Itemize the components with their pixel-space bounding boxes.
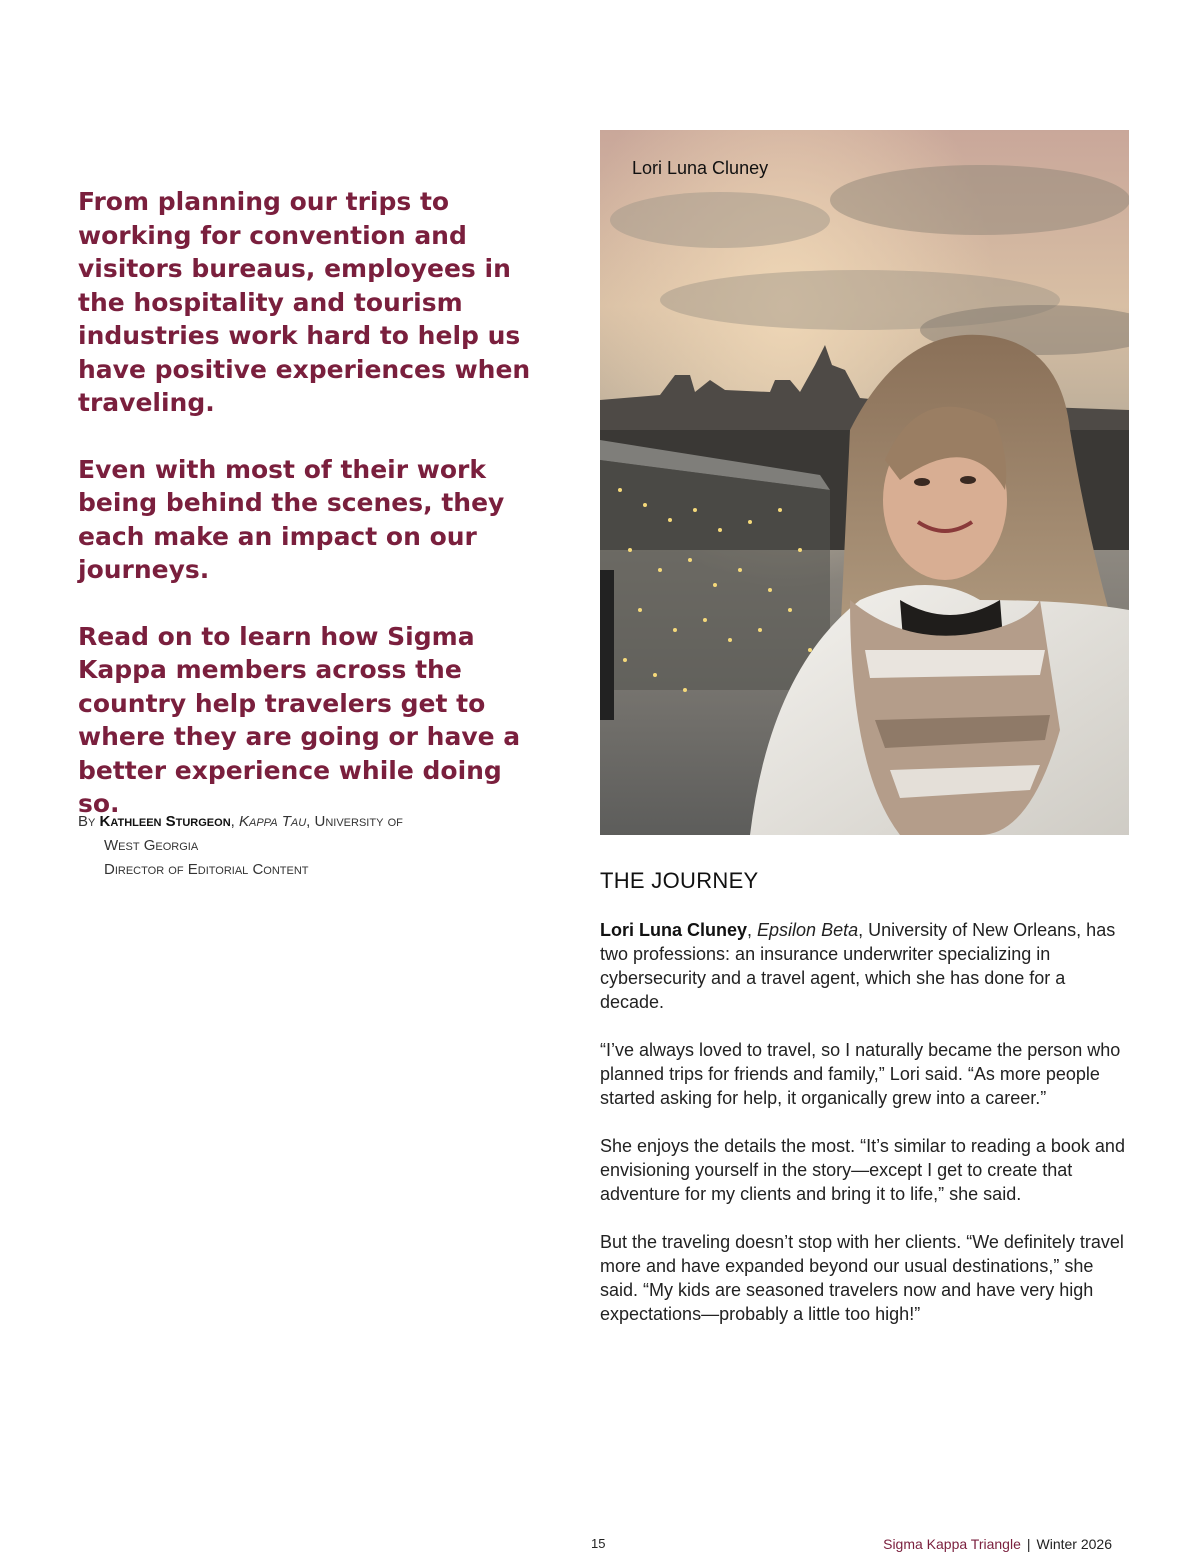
paragraph-text: , University of New Orleans, has two professions: an insurance underwriter specializing in cybersecurity and a travel agent, which she has done for a decade. xyxy=(600,920,1116,1012)
byline: By Kathleen Sturgeon, Kappa Tau, University of West Georgia Director of Editorial Content xyxy=(78,810,498,882)
photo-caption: Lori Luna Cluney xyxy=(632,158,769,178)
byline-school-cont: West Georgia xyxy=(104,837,199,854)
byline-school: University of xyxy=(314,813,403,830)
article-paragraph: Lori Luna Cluney, Epsilon Beta, University of New Orleans, has two professions: an insurance underwriter specializing in cybersecurity and a travel agent, which she has done for a decade. xyxy=(600,920,1116,1012)
profile-name: Lori Luna Cluney xyxy=(600,920,748,940)
portrait-illustration xyxy=(600,130,1129,835)
publication-footer xyxy=(883,1536,1112,1552)
byline-prefix: By xyxy=(78,813,96,830)
article-body xyxy=(600,918,1130,1350)
intro-pullquote xyxy=(78,185,548,854)
publication-name: Sigma Kappa Triangle xyxy=(883,1536,1021,1552)
profile-chapter: Epsilon Beta xyxy=(757,920,859,940)
portrait-photo xyxy=(600,130,1129,835)
intro-paragraph: From planning our trips to working for convention and visitors bureaus, employees in the hospitality and tourism industries work hard to help us have positive experiences when traveling. xyxy=(78,187,531,417)
byline-role: Director of Editorial Content xyxy=(104,861,309,878)
footer-separator: | xyxy=(1026,1536,1031,1552)
byline-chapter: Kappa Tau xyxy=(239,813,307,830)
intro-paragraph: Read on to learn how Sigma Kappa members across the country help travelers get to where they are going or have a better experience while doing so. xyxy=(78,621,521,818)
section-heading: THE JOURNEY xyxy=(600,868,759,893)
page-number: 15 xyxy=(591,1536,606,1551)
article-paragraph: But the traveling doesn’t stop with her clients. “We definitely travel more and have expanded beyond our usual destinations,” she said. “My kids are seasoned travelers now and have very high expectations—probably a little too high!” xyxy=(600,1232,1124,1324)
article-paragraph: “I’ve always loved to travel, so I naturally became the person who planned trips for friends and family,” Lori said. “As more people started asking for help, it organically grew into a career.” xyxy=(600,1040,1121,1108)
intro-paragraph: Even with most of their work being behind the scenes, they each make an impact on our journeys. xyxy=(78,454,505,584)
article-paragraph: She enjoys the details the most. “It’s similar to reading a book and envisioning yourself in the story—except I get to create that adventure for my clients and bring it to life,” she said. xyxy=(600,1136,1125,1204)
issue-label: Winter 2026 xyxy=(1036,1536,1112,1552)
byline-author: Kathleen Sturgeon xyxy=(99,813,231,830)
